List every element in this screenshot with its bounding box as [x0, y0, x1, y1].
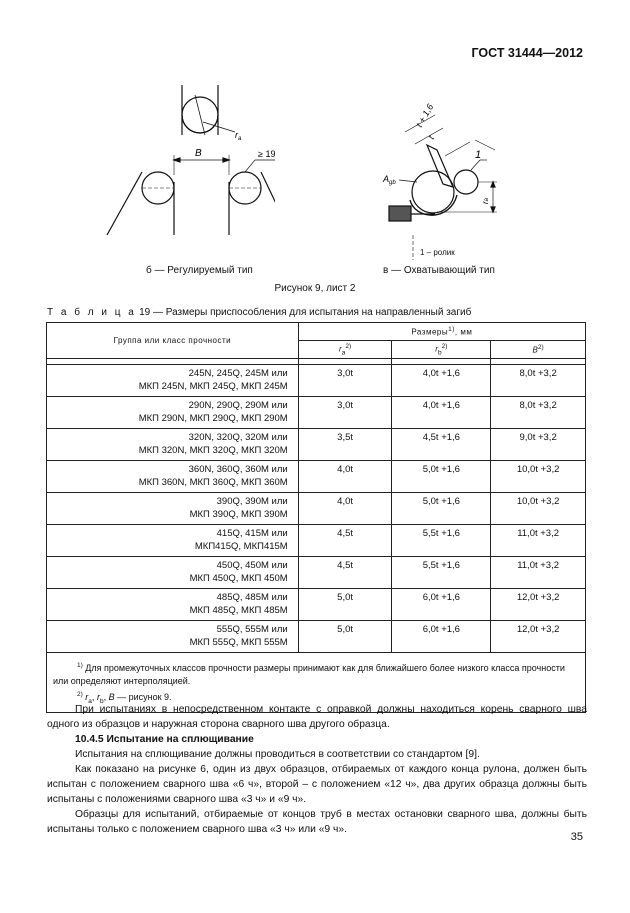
b-cell: 8,0t +3,2	[491, 397, 586, 429]
strength-group-cell: 415Q, 415M или МКП415Q, МКП415M	[47, 525, 299, 557]
figure-label-t16: t + 1,6	[414, 102, 436, 129]
roller-legend: 1 – ролик	[420, 248, 455, 257]
caption-wraparound: в — Охватывающий тип	[383, 265, 495, 276]
strength-group-cell: 360N, 360Q, 360M или МКП 360N, МКП 360Q, МКП 360M	[47, 461, 299, 493]
strength-group-cell: 555Q, 555M или МКП 555Q, МКП 555M	[47, 621, 299, 653]
ra-cell: 4,5t	[298, 525, 392, 557]
paragraph-2: Испытания на сплющивание должны проводиться в соответствии со стандартом [9].	[75, 749, 480, 760]
strength-group-cell: 390Q, 390M или МКП 390Q, МКП 390M	[47, 493, 299, 525]
ra-cell: 4,0t	[298, 493, 392, 525]
b-cell: 12,0t +3,2	[491, 621, 586, 653]
figure-adjustable-type	[95, 80, 275, 240]
rb-cell: 4,5t +1,6	[392, 429, 491, 461]
figure-label-Agb: $A_{gb}$	[383, 174, 396, 186]
ra-cell: 3,0t	[298, 397, 392, 429]
paragraph-3: Как показано на рисунке 6, один из двух образцов, отбираемых от каждого конца рулона, должен быть испытан с положением сварного шва «6 ч», второй – с положением «12 ч», два других образца должны быть испытаны с положениями сварного шва «3 ч» и «9 ч».	[47, 764, 587, 805]
figure-label-ra: $r_a$	[235, 130, 242, 142]
table-row	[47, 525, 586, 557]
header-rb: $r_b^{2)}$	[392, 341, 491, 359]
b-cell: 11,0t +3,2	[491, 525, 586, 557]
table-row	[47, 493, 586, 525]
figure-title: Рисунок 9, лист 2	[274, 283, 356, 294]
table-row	[47, 461, 586, 493]
caption-adjustable: б — Регулируемый тип	[146, 265, 253, 276]
header-group: Группа или класс прочности	[47, 323, 299, 359]
b-cell: 10,0t +3,2	[491, 493, 586, 525]
ra-cell: 3,0t	[298, 365, 392, 397]
ra-cell: 3,5t	[298, 429, 392, 461]
table-footnotes: $^{1)}$ Для промежуточных классов прочности размеры принимают как для ближайшего более низкого класса прочности или определяют интерполяцией. $^{2)}$ $r_a$, $r_b$, B — рисунок 9.	[47, 653, 586, 713]
strength-group-cell: 290N, 290Q, 290M или МКП 290N, МКП 290Q, МКП 290M	[47, 397, 299, 429]
rb-cell: 5,5t +1,6	[392, 525, 491, 557]
rb-cell: 6,0t +1,6	[392, 621, 491, 653]
figure-label-B: B	[195, 148, 202, 159]
figure-wraparound-type	[375, 100, 525, 260]
paragraph-4: Образцы для испытаний, отбираемые от концов труб в местах остановки сварного шва, должны быть испытаны только с положением сварного шва «3 ч» или «9 ч».	[47, 809, 587, 835]
ra-cell: 5,0t	[298, 589, 392, 621]
table-row	[47, 397, 586, 429]
table-row	[47, 557, 586, 589]
page-number: 35	[570, 831, 583, 843]
strength-group-cell: 320N, 320Q, 320M или МКП 320N, МКП 320Q, МКП 320M	[47, 429, 299, 461]
figure-label-one: 1	[475, 149, 482, 161]
rb-cell: 5,0t +1,6	[392, 493, 491, 525]
strength-group-cell: 450Q, 450M или МКП 450Q, МКП 450M	[47, 557, 299, 589]
header-B: $B^{2)}$	[491, 341, 586, 359]
table-title: Т а б л и ц а 19 — Размеры приспособления для испытания на направленный загиб	[47, 307, 472, 318]
body-text	[47, 702, 587, 837]
b-cell: 8,0t +3,2	[491, 365, 586, 397]
ra-cell: 5,0t	[298, 621, 392, 653]
b-cell: 12,0t +3,2	[491, 589, 586, 621]
table-row	[47, 589, 586, 621]
rb-cell: 4,0t +1,6	[392, 397, 491, 429]
header-sizes: Размеры$^{1)}$, мм	[298, 323, 585, 341]
strength-group-cell: 485Q, 485M или МКП 485Q, МКП 485M	[47, 589, 299, 621]
rb-cell: 5,0t +1,6	[392, 461, 491, 493]
section-heading: 10.4.5 Испытание на сплющивание	[75, 734, 254, 745]
figure-label-ge19: ≥ 19	[258, 149, 275, 159]
ra-cell: 4,5t	[298, 557, 392, 589]
figure-label-ra-right: ra	[481, 197, 490, 204]
rb-cell: 4,0t +1,6	[392, 365, 491, 397]
rb-cell: 5,5t +1,6	[392, 557, 491, 589]
strength-group-cell: 245N, 245Q, 245M или МКП 245N, МКП 245Q, МКП 245M	[47, 365, 299, 397]
table-row	[47, 621, 586, 653]
b-cell: 10,0t +3,2	[491, 461, 586, 493]
table-row	[47, 365, 586, 397]
rb-cell: 6,0t +1,6	[392, 589, 491, 621]
b-cell: 11,0t +3,2	[491, 557, 586, 589]
table-row	[47, 429, 586, 461]
dimensions-table	[46, 322, 586, 713]
paragraph-1: При испытаниях в непосредственном контакте с оправкой должны находиться корень сварного шва одного из образцов и наружная сторона сварного шва другого образца.	[47, 704, 587, 730]
figure-label-t: t	[426, 133, 436, 141]
b-cell: 9,0t +3,2	[491, 429, 586, 461]
header-ra: $r_a^{2)}$	[298, 341, 392, 359]
ra-cell: 4,0t	[298, 461, 392, 493]
document-header: ГОСТ 31444—2012	[471, 46, 583, 60]
